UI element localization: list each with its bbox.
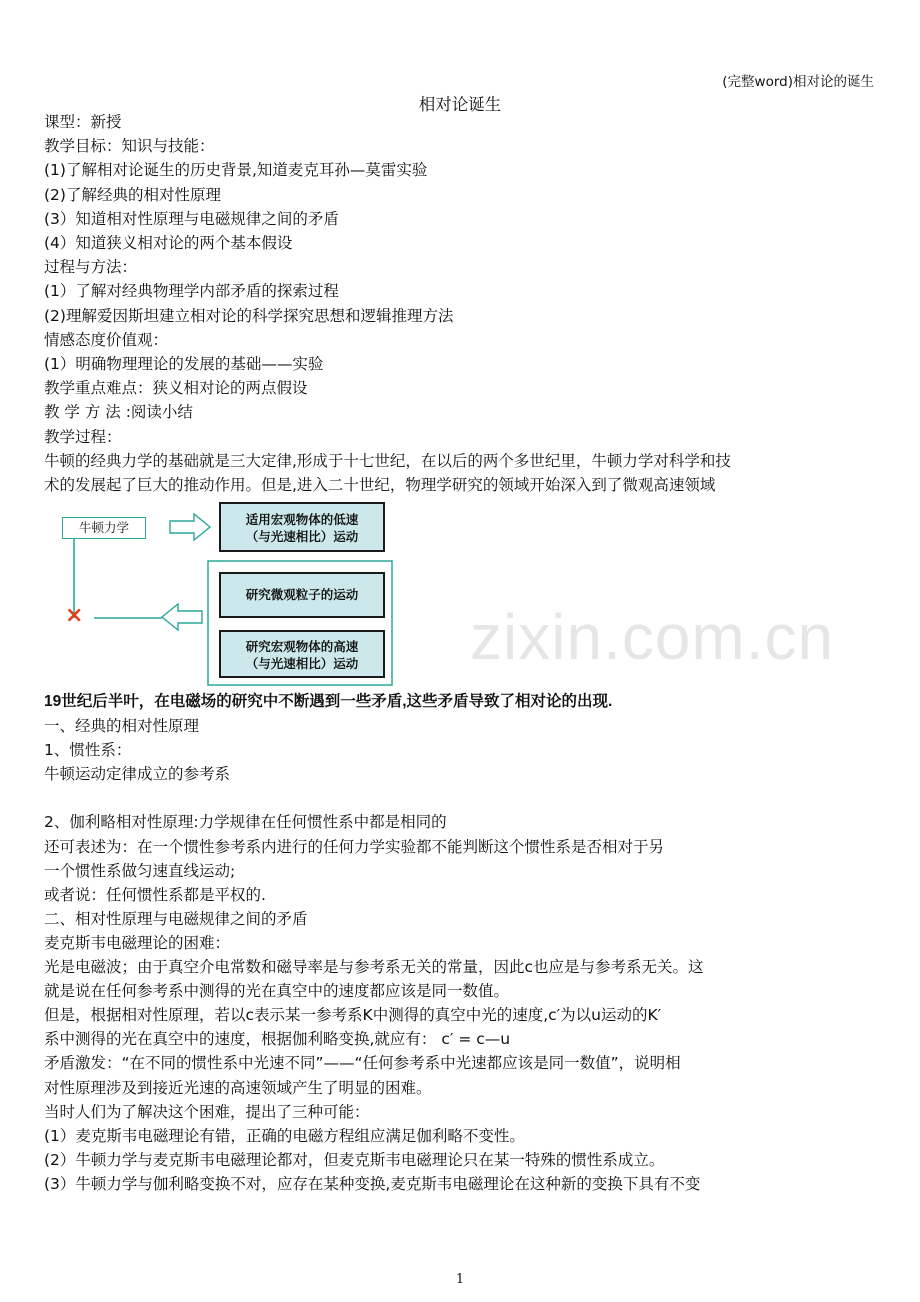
text-line: 一个惯性系做匀速直线运动; bbox=[44, 861, 236, 880]
text-line: 麦克斯韦电磁理论的困难： bbox=[44, 933, 231, 952]
high-speed-line-2: （与光速相比）运动 bbox=[245, 656, 359, 671]
bold-summary-line: 19世纪后半叶，在电磁场的研究中不断遇到一些矛盾,这些矛盾导致了相对论的出现. bbox=[44, 693, 613, 710]
text-line: 2、伽利略相对性原理:力学规律在任何惯性系中都是相同的 bbox=[44, 813, 447, 832]
text-line: 教学重点难点：狭义相对论的两点假设 bbox=[44, 379, 308, 398]
running-header: (完整word)相对论的诞生 bbox=[722, 74, 874, 90]
text-line: 光是电磁波；由于真空介电常数和磁导率是与参考系无关的常量，因此c也应是与参考系无关。这 bbox=[44, 958, 704, 976]
text-line: 二、相对性原理与电磁规律之间的矛盾 bbox=[44, 909, 308, 928]
text-line: 对性原理涉及到接近光速的高速领域产生了明显的困难。 bbox=[44, 1078, 432, 1097]
text-line: 当时人们为了解决这个困难，提出了三种可能： bbox=[44, 1102, 370, 1121]
document-title: 相对论诞生 bbox=[418, 95, 502, 114]
text-line: 矛盾激发：“在不同的惯性系中光速不同”——“任何参考系中光速都应该是同一数值”，说明相 bbox=[44, 1054, 681, 1073]
text-line: 教 学 方 法 :阅读小结 bbox=[44, 403, 193, 422]
text-line: 课型：新授 bbox=[44, 113, 122, 131]
high-speed-line-1: 研究宏观物体的高速 bbox=[245, 639, 359, 654]
text-line: (3）知道相对性原理与电磁规律之间的矛盾 bbox=[44, 209, 339, 228]
low-speed-box bbox=[219, 502, 385, 552]
text-line: 但是，根据相对性原理，若以c表示某一参考系K中测得的真空中光的速度,c′为以u运动的K′ bbox=[44, 1006, 662, 1025]
text-line: 教学过程： bbox=[44, 427, 122, 446]
low-speed-line-2: （与光速相比）运动 bbox=[245, 529, 359, 544]
micro-particle-text: 研究微观粒子的运动 bbox=[245, 587, 359, 602]
micro-particle-box bbox=[219, 572, 385, 618]
text-line: (3）牛顿力学与伽利略变换不对，应存在某种变换,麦克斯韦电磁理论在这种新的变换下具有不变 bbox=[44, 1174, 701, 1193]
watermark: zixin.com.cn bbox=[470, 601, 835, 673]
text-line: 还可表述为：在一个惯性参考系内进行的任何力学实验都不能判断这个惯性系是否相对于另 bbox=[44, 837, 665, 856]
text-line: (1）了解对经典物理学内部矛盾的探索过程 bbox=[44, 282, 339, 301]
text-line: 情感态度价值观： bbox=[44, 330, 169, 349]
cross-icon: × bbox=[65, 603, 84, 628]
arrow-right-icon bbox=[170, 514, 210, 540]
relativity-diagram bbox=[44, 500, 444, 688]
text-line: 1、惯性系： bbox=[44, 741, 132, 760]
arrow-left-icon bbox=[162, 604, 202, 630]
high-speed-box bbox=[219, 630, 385, 678]
text-line: 就是说在任何参考系中测得的光在真空中的速度都应该是同一数值。 bbox=[44, 982, 510, 1001]
text-line: 牛顿运动定律成立的参考系 bbox=[44, 765, 231, 784]
newton-mechanics-text: 牛顿力学 bbox=[78, 520, 129, 535]
text-line: 系中测得的光在真空中的速度，根据伽利略变换,就应有： c′ = c—u bbox=[44, 1030, 511, 1049]
text-line: (1）麦克斯韦电磁理论有错，正确的电磁方程组应满足伽利略不变性。 bbox=[44, 1126, 525, 1145]
low-speed-line-1: 适用宏观物体的低速 bbox=[245, 512, 359, 527]
newton-mechanics-label bbox=[62, 517, 146, 539]
text-line: 过程与方法： bbox=[44, 258, 138, 277]
text-line: (1)了解相对论诞生的历史背景,知道麦克耳孙—莫雷实验 bbox=[44, 161, 428, 180]
text-line: (4）知道狭义相对论的两个基本假设 bbox=[44, 234, 293, 252]
text-line: 教学目标：知识与技能： bbox=[44, 137, 215, 156]
page-number: 1 bbox=[455, 1272, 465, 1287]
text-line: 术的发展起了巨大的推动作用。但是,进入二十世纪，物理学研究的领域开始深入到了微观高速领域 bbox=[44, 476, 716, 494]
text-line: (1）明确物理理论的发展的基础——实验 bbox=[44, 355, 324, 373]
text-line: 一、经典的相对性原理 bbox=[44, 717, 200, 735]
text-line: (2)了解经典的相对性原理 bbox=[44, 185, 221, 204]
text-line: 牛顿的经典力学的基础就是三大定律,形成于十七世纪，在以后的两个多世纪里，牛顿力学对科学和技 bbox=[44, 451, 731, 470]
text-line: 或者说：任何惯性系都是平权的. bbox=[44, 885, 266, 904]
text-line: (2）牛顿力学与麦克斯韦电磁理论都对，但麦克斯韦电磁理论只在某一特殊的惯性系成立。 bbox=[44, 1150, 665, 1169]
text-line: (2)理解爱因斯坦建立相对论的科学探究思想和逻辑推理方法 bbox=[44, 306, 454, 325]
